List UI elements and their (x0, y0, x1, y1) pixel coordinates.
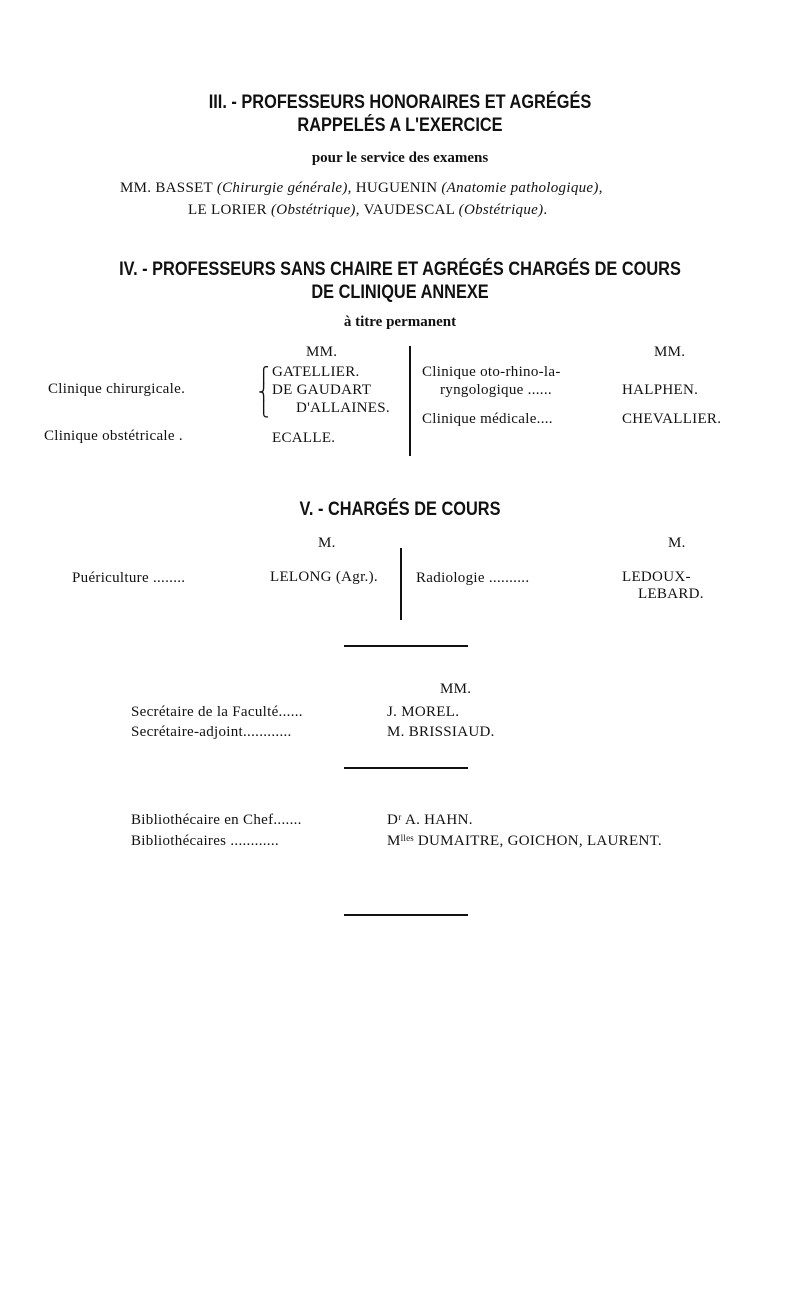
name-le-lorier: LE LORIER (188, 202, 267, 218)
section4-left-row1-label: Clinique chirurgicale. (48, 381, 186, 397)
name-huguenin: , HUGUENIN (347, 180, 438, 196)
section5-right-label: Radiologie .......... (416, 570, 530, 586)
section4-subtitle: à titre permanent (343, 314, 457, 330)
section3-line2 (188, 202, 547, 219)
section4-right-row1-label-a: Clinique oto-rhino-la- (422, 364, 561, 380)
title-docteur: Dʳ (387, 812, 402, 828)
name-vaudescal: , VAUDESCAL (355, 202, 455, 218)
section4-title-line1: IV. - PROFESSEURS SANS CHAIRE ET AGRÉGÉS CHARGÉS DE COURS (119, 259, 681, 280)
divider-rule-2 (344, 767, 468, 769)
section3-title-line2: RAPPELÉS A L'EXERCICE (297, 115, 503, 136)
admin-mm: MM. (440, 681, 472, 697)
section3-title-line1: III. - PROFESSEURS HONORAIRES ET AGRÉGÉS (208, 92, 592, 113)
section5-right-name1: LEDOUX- (622, 569, 691, 585)
section5-left-name: LELONG (Agr.). (270, 569, 378, 585)
section4-left-row1-name2: DE GAUDART (272, 382, 372, 398)
section5-right-m: M. (668, 535, 686, 551)
punct: , (598, 180, 603, 196)
discipline-obstetrique-1: (Obstétrique) (271, 202, 356, 218)
section4-right-row1-label-b: ryngologique ...... (440, 382, 552, 398)
title-mesdemoiselles: Mˡˡᵉˢ (387, 833, 414, 849)
library-row2-value (387, 833, 662, 850)
section3-line1 (120, 180, 603, 197)
section4-right-row1-name: HALPHEN. (622, 382, 699, 398)
section3-subtitle: pour le service des examens (311, 150, 489, 166)
section4-left-row2-label: Clinique obstétricale . (44, 428, 183, 444)
section5-title: V. - CHARGÉS DE COURS (299, 499, 501, 520)
section5-left-m: M. (318, 535, 336, 551)
admin-row1-label: Secrétaire de la Faculté...... (131, 704, 303, 720)
admin-row2-label: Secrétaire-adjoint............ (131, 724, 292, 740)
section5-column-divider (400, 548, 402, 620)
punct: . (543, 202, 548, 218)
section4-right-mm: MM. (654, 344, 686, 360)
section4-left-row1-name1: GATELLIER. (272, 364, 360, 380)
section4-title-line2: DE CLINIQUE ANNEXE (311, 282, 489, 303)
admin-row1-name: J. MOREL. (387, 704, 460, 720)
section4-column-divider (409, 346, 411, 456)
section4-right-row2-label: Clinique médicale.... (422, 411, 553, 427)
section5-left-label: Puériculture ........ (72, 570, 186, 586)
name-basset: MM. BASSET (120, 180, 213, 196)
library-row1-value (387, 812, 473, 829)
discipline-chirurgie: (Chirurgie générale) (216, 180, 348, 196)
section4-left-mm: MM. (306, 344, 338, 360)
library-row2-label: Bibliothécaires ............ (131, 833, 279, 849)
brace-icon: ⎧ ⎨ ⎩ (258, 368, 270, 418)
discipline-anatomie: (Anatomie pathologique) (441, 180, 599, 196)
library-row1-label: Bibliothécaire en Chef....... (131, 812, 302, 828)
names-librarians: DUMAITRE, GOICHON, LAURENT. (417, 833, 662, 849)
section4-left-row2-name: ECALLE. (272, 430, 336, 446)
section4-right-row2-name: CHEVALLIER. (622, 411, 722, 427)
section5-right-name2: LEBARD. (638, 586, 704, 602)
discipline-obstetrique-2: (Obstétrique) (458, 202, 544, 218)
name-hahn: A. HAHN. (404, 812, 473, 828)
section4-left-row1-name3: D'ALLAINES. (296, 400, 390, 416)
divider-rule-1 (344, 645, 468, 647)
divider-rule-3 (344, 914, 468, 916)
admin-row2-name: M. BRISSIAUD. (387, 724, 495, 740)
